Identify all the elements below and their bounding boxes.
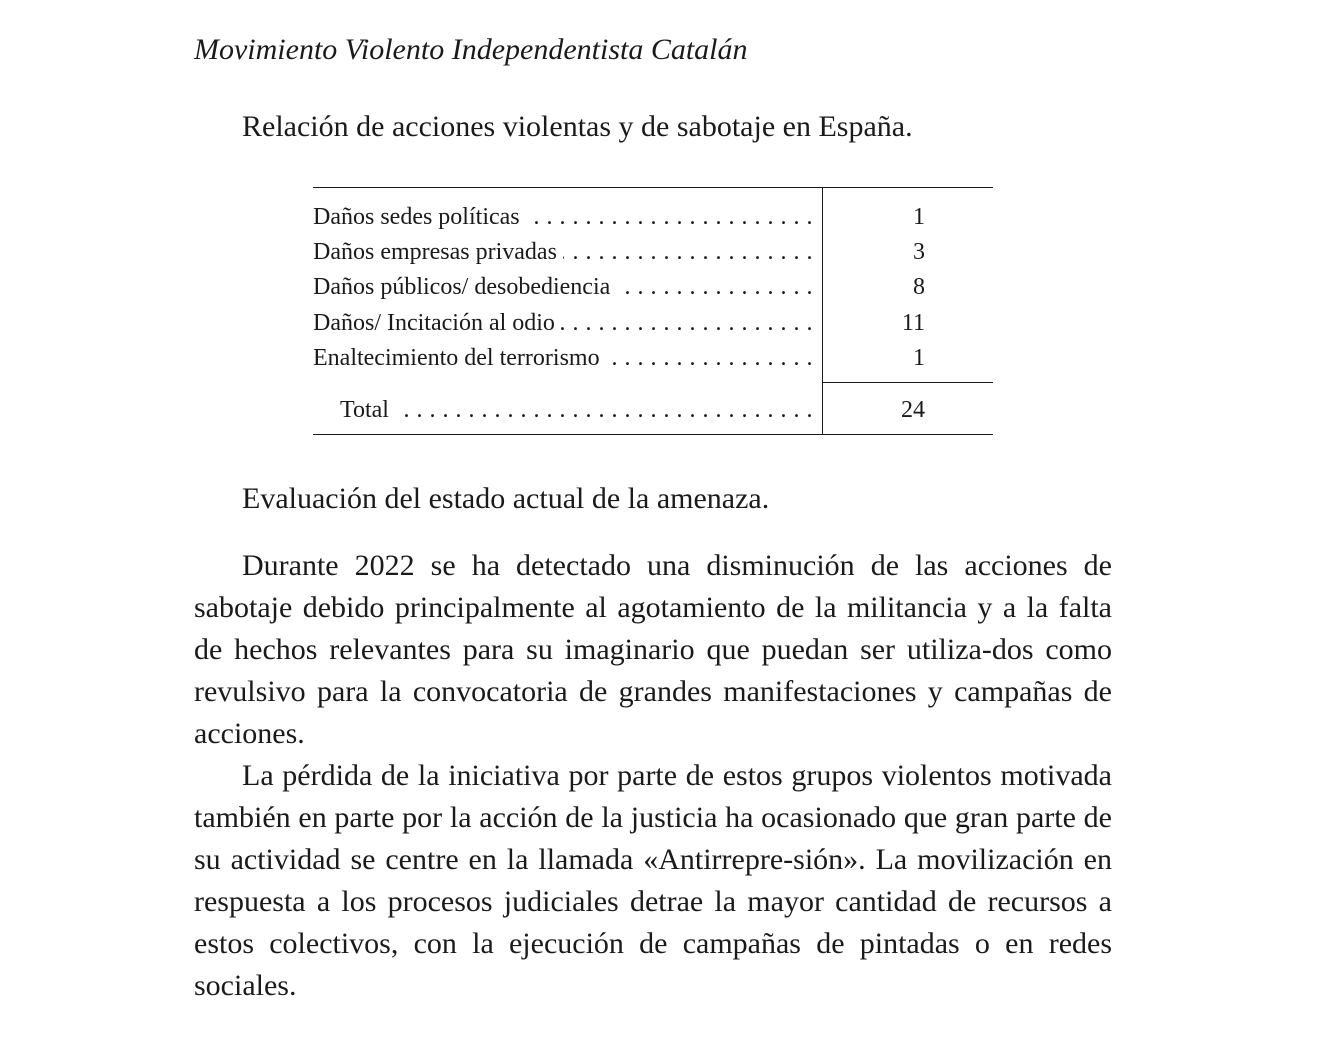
row-value: 8 <box>913 274 925 300</box>
table-total-rule <box>823 382 993 383</box>
table-top-rule <box>313 187 993 188</box>
row-value: 1 <box>913 345 925 371</box>
row-label: Daños/ Incitación al odio <box>313 310 561 336</box>
row-value: 11 <box>901 310 925 336</box>
table-row <box>313 271 993 303</box>
table-caption: Relación de acciones violentas y de sabotaje en España. <box>242 110 913 143</box>
table-row <box>313 236 993 268</box>
paragraph: Durante 2022 se ha detectado una disminución de las acciones de sabotaje debido principalmente al agotamiento de la militancia y a la falta de hechos relevantes para su imaginario que puedan ser utiliza-dos como revulsivo para la convocatoria de grandes manifestaciones y campañas de acciones. <box>194 549 1112 750</box>
row-value: 3 <box>913 239 925 265</box>
paragraph: La pérdida de la iniciativa por parte de estos grupos violentos motivada también en parte por la acción de la justicia ha ocasionado que gran parte de su actividad se centre en la llamada «Antirrepre-sión». La movilización en respuesta a los procesos judiciales detrae la mayor cantidad de recursos a estos colectivos, con la ejecución de campañas de pintadas o en redes sociales. <box>194 759 1112 1002</box>
table-row <box>313 201 993 233</box>
total-label: Total <box>340 397 395 423</box>
evaluation-heading: Evaluación del estado actual de la amenaza. <box>242 482 770 515</box>
row-value: 1 <box>913 204 925 230</box>
table-row <box>313 342 993 374</box>
table-row <box>313 307 993 339</box>
total-value: 24 <box>901 397 925 423</box>
row-label: Daños empresas privadas <box>313 239 563 265</box>
running-head: Movimiento Violento Independentista Catalán <box>194 33 748 66</box>
row-label: Enaltecimiento del terrorismo <box>313 345 606 371</box>
actions-table <box>313 187 993 436</box>
row-label: Daños sedes políticas <box>313 204 526 230</box>
body-text <box>194 545 1112 1007</box>
row-label: Daños públicos/ desobediencia <box>313 274 616 300</box>
table-total-row <box>313 394 993 426</box>
table-bottom-rule <box>313 434 993 435</box>
